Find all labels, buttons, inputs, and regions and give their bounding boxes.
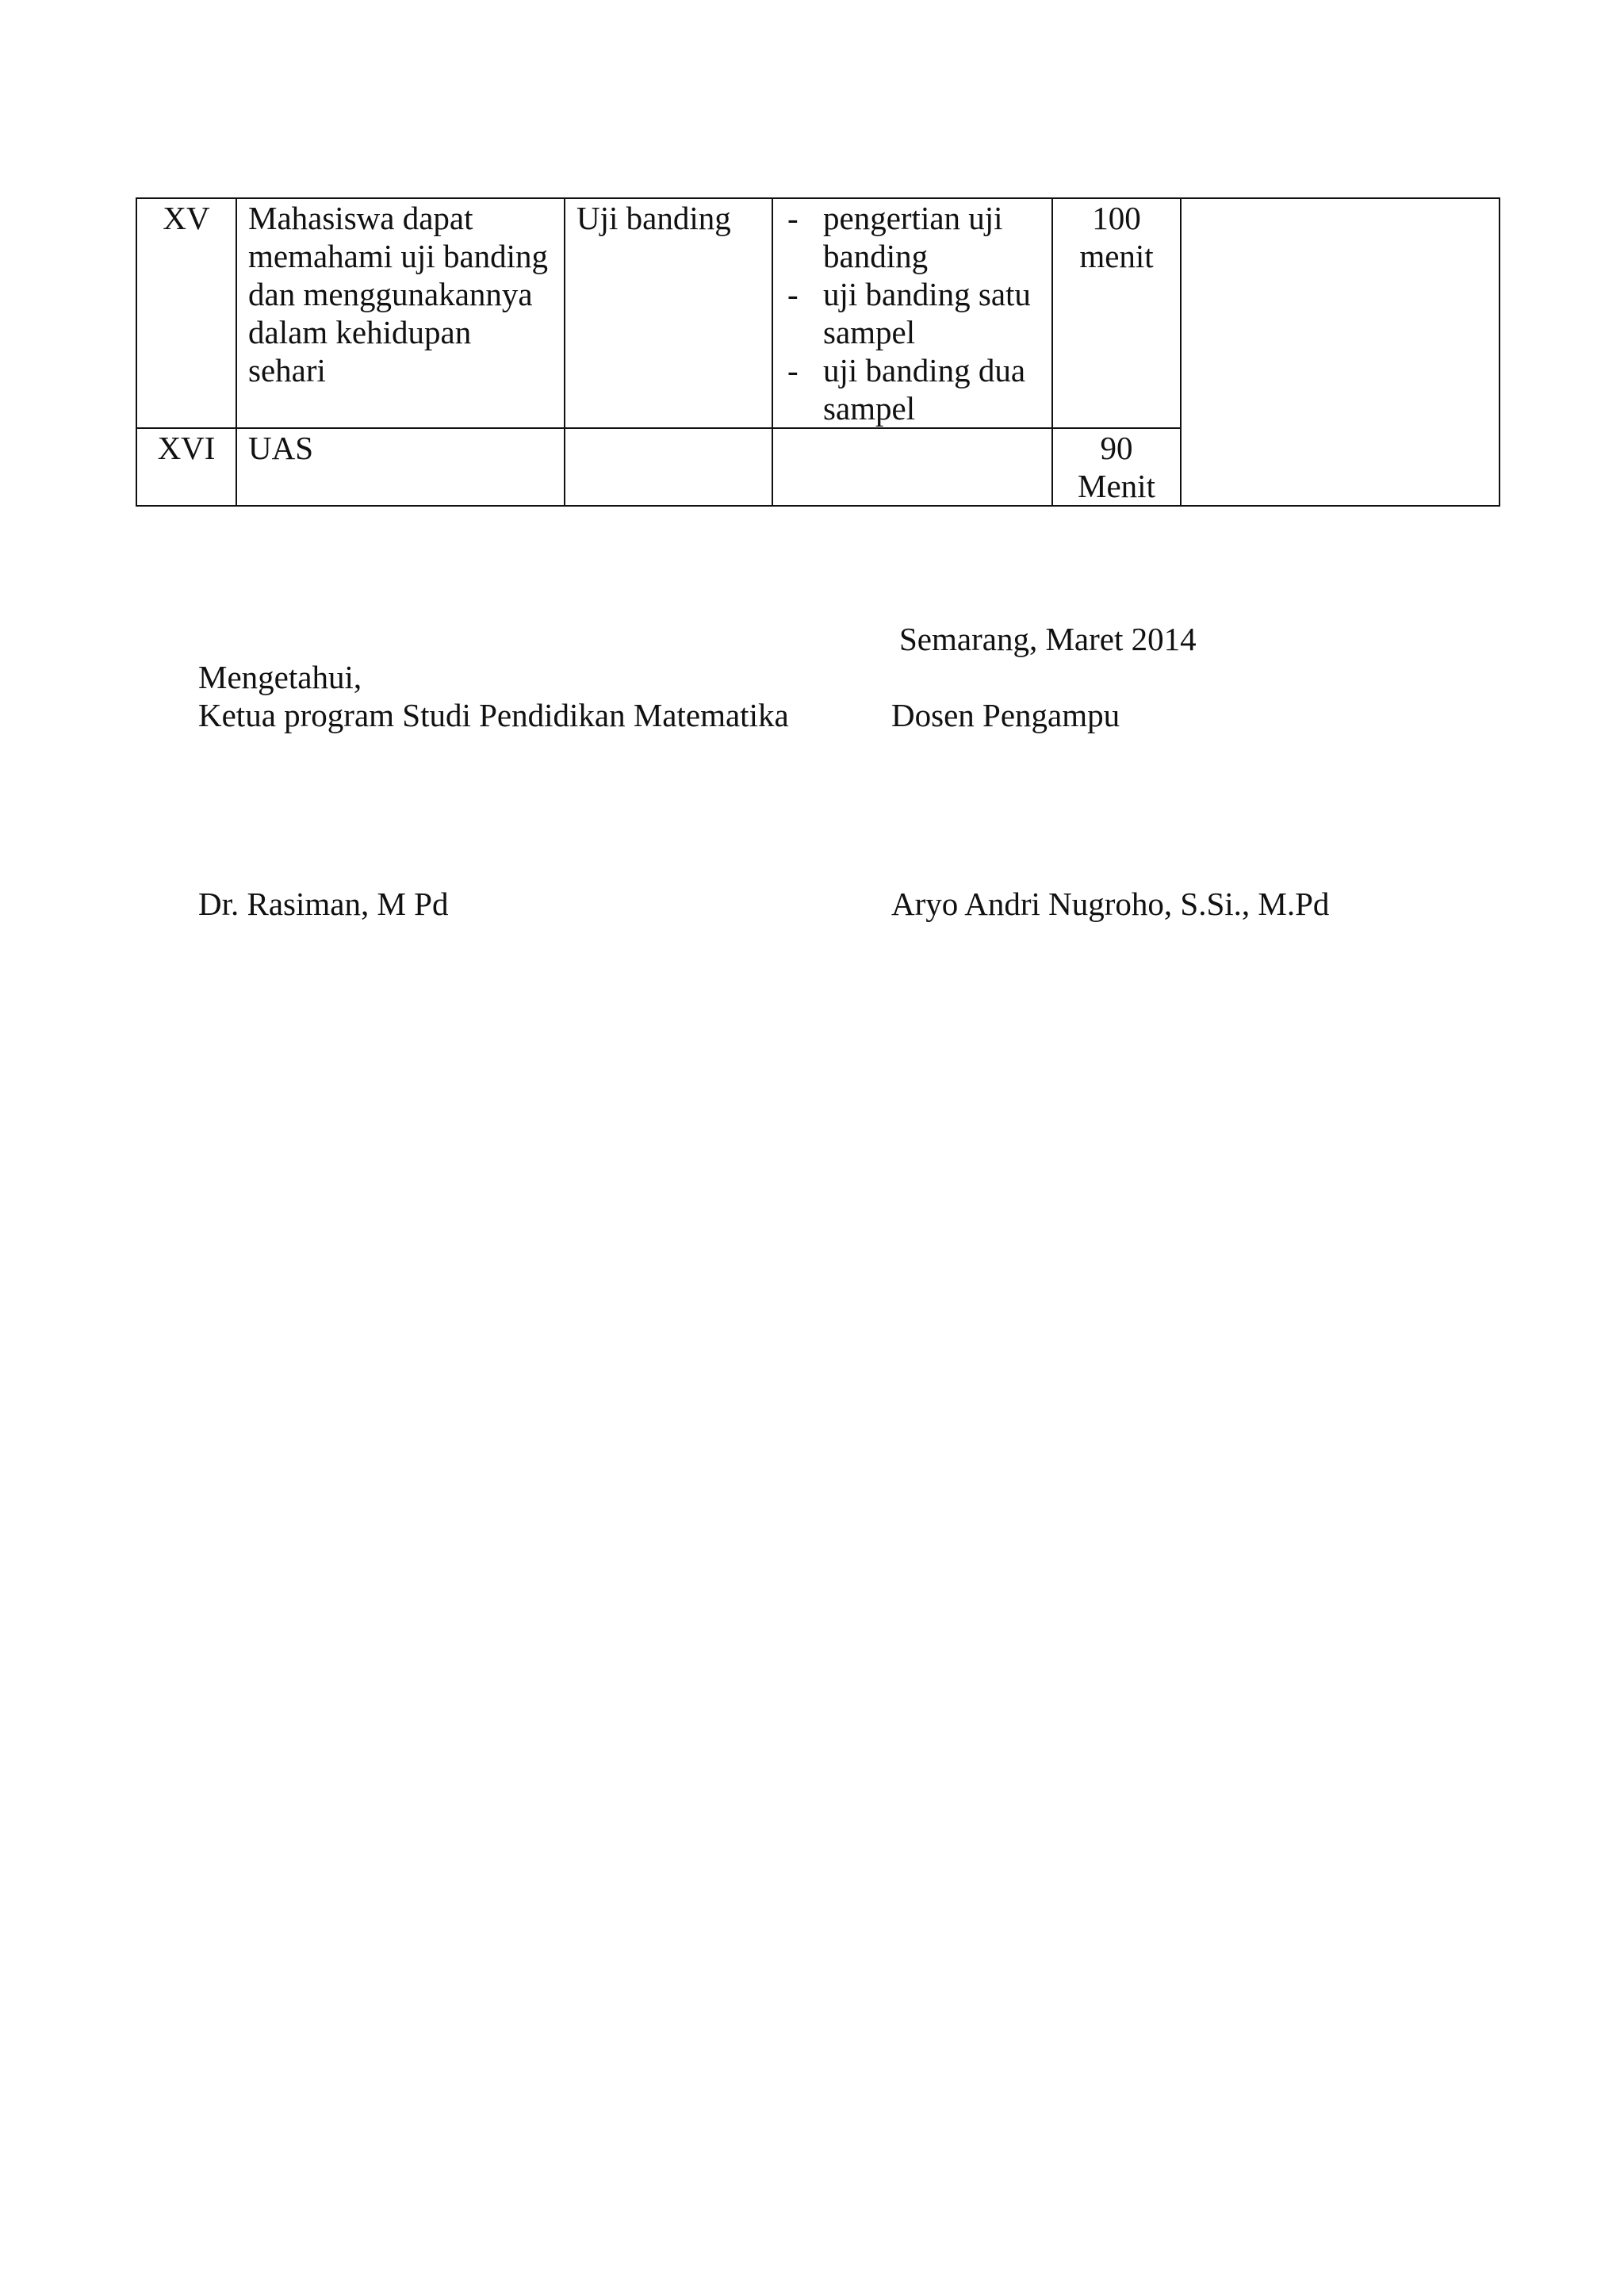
subtopic-text: uji banding satu sampel [823, 276, 1031, 350]
topic-cell: Uji banding [565, 198, 772, 428]
bullet-dash: - [787, 200, 799, 236]
bullet-dash: - [787, 352, 799, 388]
subtopics-cell [772, 428, 1052, 506]
list-item [784, 199, 1040, 275]
list-item [784, 351, 1040, 427]
list-item [784, 275, 1040, 351]
lecturer-name: Aryo Andri Nugroho, S.Si., M.Pd [891, 886, 1330, 922]
course-plan-table [136, 197, 1500, 507]
acknowledgement-heading: Mengetahui, [198, 659, 362, 695]
subtopic-list [784, 199, 1040, 427]
learning-goal-cell: Mahasiswa dapat memahami uji banding dan menggunakannya dalam kehidupan sehari [236, 198, 565, 428]
meeting-number-cell: XVI [136, 428, 236, 506]
table-row [136, 198, 1500, 428]
topic-cell [565, 428, 772, 506]
notes-cell [1181, 198, 1500, 506]
learning-goal-cell: UAS [236, 428, 565, 506]
lecturer-role: Dosen Pengampu [891, 697, 1120, 733]
place-date: Semarang, Maret 2014 [899, 621, 1197, 657]
time-allocation-cell: 90 Menit [1052, 428, 1181, 506]
subtopic-text: uji banding dua sampel [823, 352, 1026, 427]
bullet-dash: - [787, 276, 799, 312]
program-head-role: Ketua program Studi Pendidikan Matematika [198, 697, 789, 733]
program-head-name: Dr. Rasiman, M Pd [198, 886, 449, 922]
subtopics-cell [772, 198, 1052, 428]
meeting-number-cell: XV [136, 198, 236, 428]
subtopic-text: pengertian uji banding [823, 200, 1003, 274]
time-allocation-cell: 100 menit [1052, 198, 1181, 428]
